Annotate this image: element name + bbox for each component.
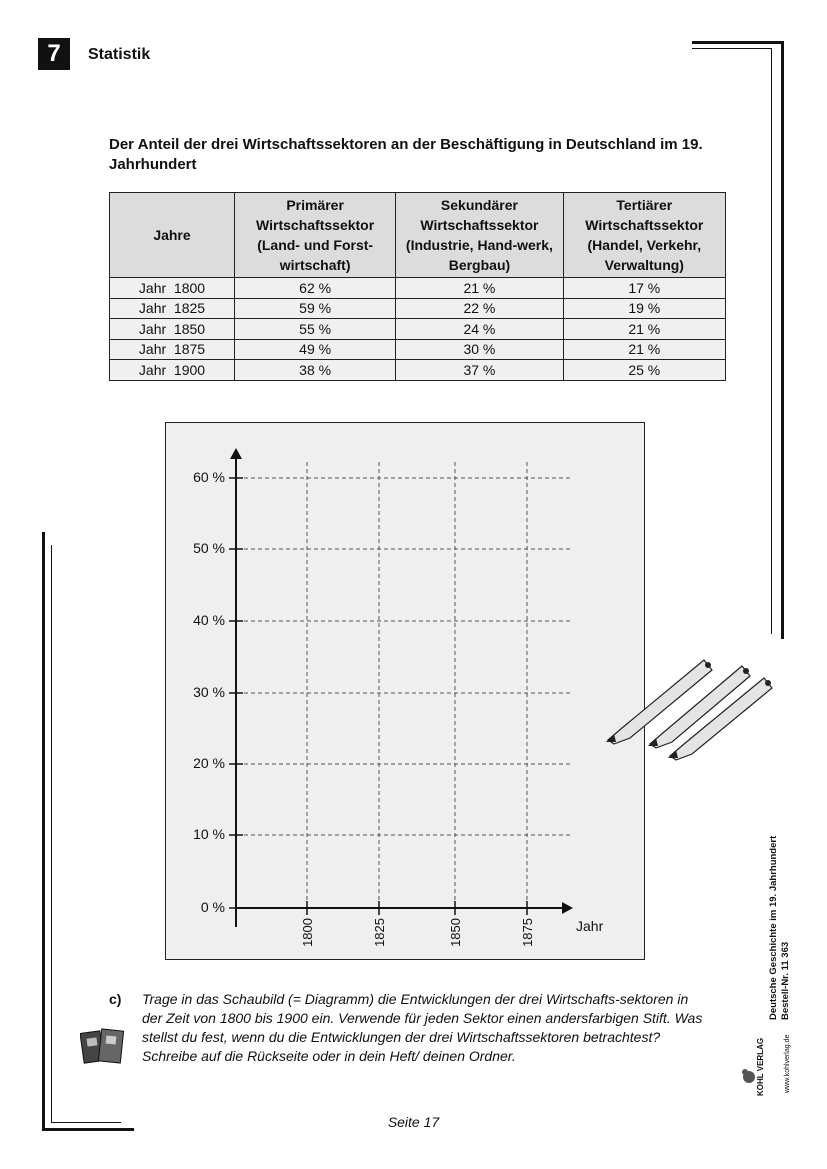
frame-top-outer: [692, 41, 784, 44]
cell-tertiary: 19 %: [563, 298, 725, 319]
table-row: [110, 339, 726, 360]
book-title: Deutsche Geschichte im 19. Jahrhundert: [768, 835, 779, 1020]
document-heading: Der Anteil der drei Wirtschaftssektoren an der Beschäftigung in Deutschland im 19. Jahrhundert: [109, 136, 703, 173]
cell-year: Jahr 1875: [110, 339, 235, 360]
column-header-tertiary: Tertiärer Wirtschaftssektor (Handel, Verkehr, Verwaltung): [563, 193, 725, 278]
y-tick-label: 40 %: [193, 612, 225, 628]
grid-lines: [237, 462, 573, 908]
cell-tertiary: 17 %: [563, 278, 725, 299]
x-tick-label: 1800: [300, 918, 315, 947]
employment-table: [109, 192, 726, 381]
cell-primary: 62 %: [235, 278, 396, 299]
cell-year: Jahr 1850: [110, 319, 235, 340]
frame-left-inner: [51, 545, 52, 1123]
cell-tertiary: 21 %: [563, 319, 725, 340]
cell-secondary: 21 %: [396, 278, 563, 299]
cell-secondary: 24 %: [396, 319, 563, 340]
cell-secondary: 37 %: [396, 360, 563, 381]
frame-right-inner: [771, 48, 772, 634]
x-tick-label: 1875: [520, 918, 535, 947]
empty-chart-grid: [165, 422, 645, 960]
column-header-secondary: Sekundärer Wirtschaftssektor (Industrie, Hand-werk, Bergbau): [396, 193, 563, 278]
x-axis-label: Jahr: [576, 918, 604, 934]
column-header-years: Jahre: [110, 193, 235, 278]
frame-right-outer: [781, 41, 784, 639]
cell-year: Jahr 1900: [110, 360, 235, 381]
publisher-logo: KOHL VERLAG: [756, 1037, 765, 1096]
chapter-title: Statistik: [88, 46, 151, 63]
books-icon: [80, 1026, 126, 1066]
cell-year: Jahr 1825: [110, 298, 235, 319]
table-row: [110, 360, 726, 381]
table-row: [110, 319, 726, 340]
cell-tertiary: 25 %: [563, 360, 725, 381]
y-tick-label: 60 %: [193, 469, 225, 485]
page-number: Seite 17: [387, 1114, 440, 1130]
y-axis-arrow: [230, 448, 242, 459]
cell-secondary: 30 %: [396, 339, 563, 360]
x-tick-label: 1825: [372, 918, 387, 947]
order-number: Bestell-Nr. 11 363: [780, 941, 791, 1020]
cell-year: Jahr 1800: [110, 278, 235, 299]
cell-primary: 38 %: [235, 360, 396, 381]
cell-primary: 49 %: [235, 339, 396, 360]
table-row: [110, 278, 726, 299]
y-tick-label: 50 %: [193, 540, 225, 556]
publisher-url: www.kohlverlag.de: [784, 1034, 791, 1093]
y-tick-label: 30 %: [193, 684, 225, 700]
column-header-primary: Primärer Wirtschaftssektor (Land- und Forst-wirtschaft): [235, 193, 396, 278]
side-credit: [768, 836, 792, 1020]
x-tick-label: 1850: [448, 918, 463, 947]
table-header-row: [110, 193, 726, 278]
frame-top-inner: [692, 48, 772, 49]
publisher-logo-icon: [740, 1066, 758, 1086]
y-tick-label: 0 %: [200, 899, 225, 915]
task-letter: c): [109, 991, 122, 1007]
table-row: [110, 298, 726, 319]
cell-primary: 59 %: [235, 298, 396, 319]
cell-primary: 55 %: [235, 319, 396, 340]
task-instructions: Trage in das Schaubild (= Diagramm) die Entwicklungen der drei Wirtschafts-sektoren in der Zeit von 1800 bis 1900 ein. Verwende für jeden Sektor einen andersfarbigen Stift. Was stellst du fest, wenn du die Entwicklungen der drei Wirtschaftssektoren betrachtest? Schreibe auf die Rückseite oder in dein Heft/ deinen Ordner.: [142, 991, 703, 1064]
cell-tertiary: 21 %: [563, 339, 725, 360]
pencil-icon: [600, 652, 785, 762]
chapter-number-badge: 7: [38, 38, 70, 70]
y-tick-label: 20 %: [193, 755, 225, 771]
x-axis-arrow: [562, 902, 573, 914]
frame-left-outer: [42, 532, 45, 1131]
y-tick-label: 10 %: [193, 826, 225, 842]
cell-secondary: 22 %: [396, 298, 563, 319]
